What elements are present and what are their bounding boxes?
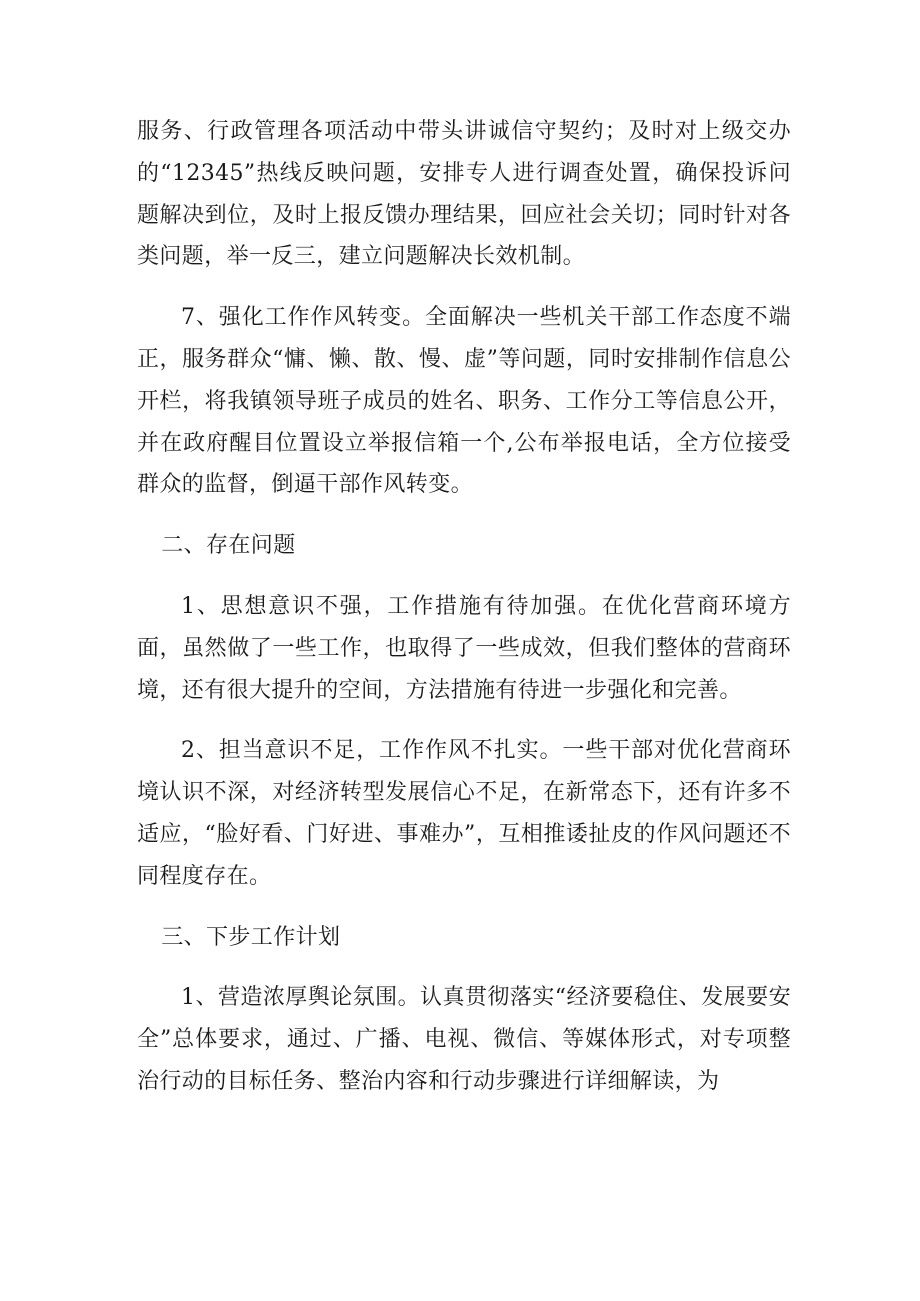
document-body [137,111,791,1103]
section-heading-plan: 三、下步工作计划 [161,924,341,950]
paragraph-problem-1: 1、思想意识不强，工作措施有待加强。在优化营商环境方面，虽然做了一些工作，也取得了一些成效，但我们整体的营商环境，还有很大提升的空间，方法措施有待进一步强化和完善。 [137,593,791,703]
paragraph-continuation: 服务、行政管理各项活动中带头讲诚信守契约；及时对上级交办的“12345”热线反映问题，安排专人进行调查处置，确保投诉问题解决到位，及时上报反馈办理结果，回应社会关切；同时针对各类问题，举一反三，建立问题解决长效机制。 [137,119,791,270]
paragraph-plan-1: 1、营造浓厚舆论氛围。认真贯彻落实“经济要稳住、发展要安全”总体要求，通过、广播、电视、微信、等媒体形式，对专项整治行动的目标任务、整治内容和行动步骤进行详细解读，为 [137,985,791,1094]
section-heading-problems: 二、存在问题 [161,533,296,559]
paragraph-problem-2: 2、担当意识不足，工作作风不扎实。一些干部对优化营商环境认识不深，对经济转型发展信心不足，在新常态下，还有许多不适应，“脸好看、门好进、事难办”，互相推诿扯皮的作风问题还不同程度存在。 [137,738,791,889]
paragraph-item-7: 7、强化工作作风转变。全面解决一些机关干部工作态度不端正，服务群众“慵、懒、散、慢、虚”等问题，同时安排制作信息公开栏，将我镇领导班子成员的姓名、职务、工作分工等信息公开，并在政府醒目位置设立举报信箱一个,公布举报电话，全方位接受群众的监督，倒逼干部作风转变。 [137,305,791,498]
